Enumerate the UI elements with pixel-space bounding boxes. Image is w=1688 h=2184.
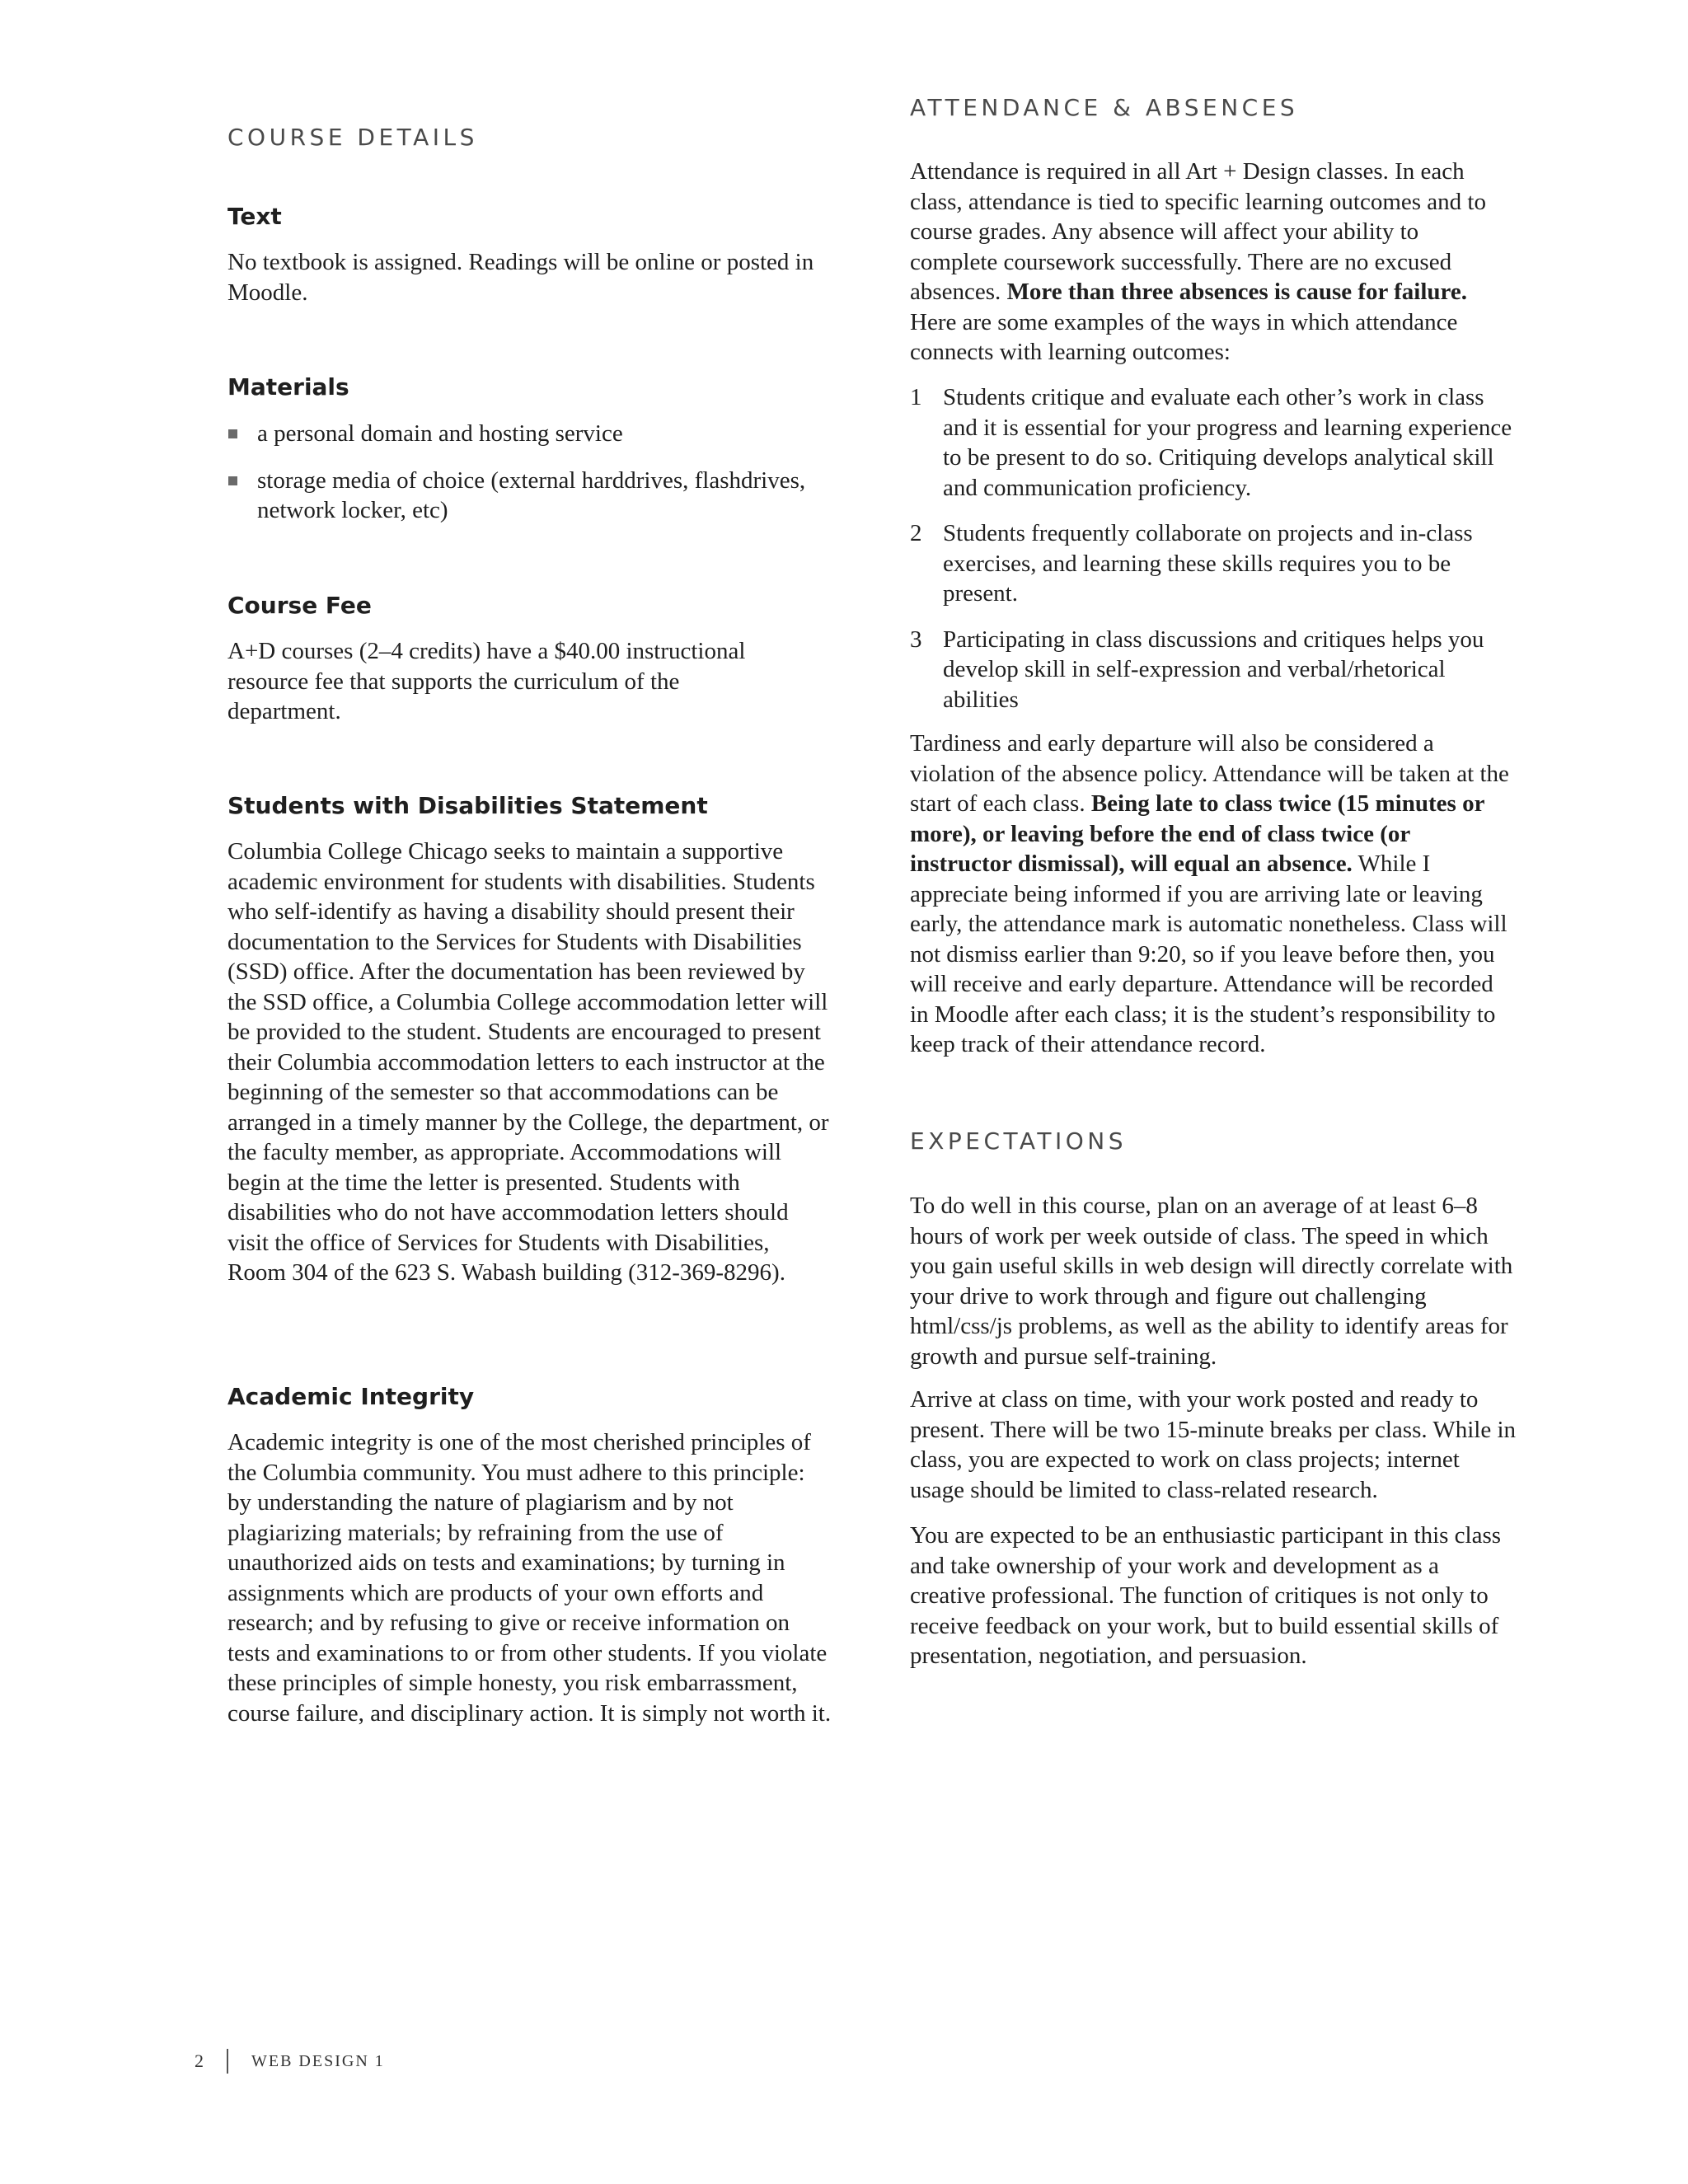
tardiness-bold: Being late to class twice (15 minutes or more), or leaving before the end of class twice (or instructor dismissal), will equal an absence. bbox=[910, 790, 1484, 877]
materials-heading bbox=[227, 373, 349, 402]
attendance-intro-bold: More than three absences is cause for failure. bbox=[1006, 279, 1468, 305]
list-item bbox=[910, 625, 1516, 715]
page-footer bbox=[195, 2047, 385, 2075]
square-bullet-icon bbox=[228, 429, 237, 438]
disabilities-heading-label: Students with Disabilities Statement bbox=[227, 792, 708, 819]
text-heading-label: Text bbox=[227, 203, 282, 230]
list-item bbox=[910, 382, 1516, 503]
footer-divider bbox=[227, 2049, 228, 2074]
list-number: 1 bbox=[910, 384, 922, 410]
text-body: No textbook is assigned. Readings will be online or posted in Moodle. bbox=[227, 249, 814, 306]
course-fee-body: A+D courses (2–4 credits) have a $40.00 instructional resource fee that supports the curriculum of the department. bbox=[227, 638, 746, 724]
attendance-outcomes-list bbox=[910, 382, 1516, 730]
attendance-title: ATTENDANCE & ABSENCES bbox=[910, 94, 1299, 121]
tardiness-paragraph bbox=[910, 729, 1516, 1060]
academic-integrity-heading-label: Academic Integrity bbox=[227, 1383, 475, 1410]
materials-item-text: a personal domain and hosting service bbox=[257, 420, 623, 447]
course-fee-heading-label: Course Fee bbox=[227, 592, 372, 619]
expectations-title: EXPECTATIONS bbox=[910, 1127, 1128, 1155]
academic-integrity-heading bbox=[227, 1382, 474, 1412]
tardiness-text: Tardiness and early departure will also be considered a violation of the absence policy. Attendance will be taken at the start of each class. bbox=[910, 730, 1509, 817]
list-item-text: Participating in class discussions and critiques helps you develop skill in self-expression and verbal/rhetorical abilities bbox=[943, 626, 1484, 713]
page-number: 2 bbox=[195, 2050, 204, 2071]
disabilities-body: Columbia College Chicago seeks to maintain a supportive academic environment for students with disabilities. Students who self-identify as having a disability should present their documentation to the Services for Students with Disabilities (SSD) office. After the documentation has been reviewed by the SSD office, a Columbia College accommodation letter will be provided to the student. Students are encouraged to present their Columbia accommodation letters to each instructor at the beginning of the semester so that accommodations can be arranged in a timely manner by the College, the department, or the faculty member, as appropriate. Accommodations will begin at the time the letter is presented. Students with disabilities who do not have accommodation letters should visit the office of Services for Students with Disabilities, Room 304 of the 623 S. Wabash building (312-369-8296). bbox=[227, 838, 829, 1286]
square-bullet-icon bbox=[228, 476, 237, 485]
list-number: 2 bbox=[910, 520, 922, 546]
materials-item-text: storage media of choice (external harddrives, flashdrives, network locker, etc) bbox=[257, 466, 806, 523]
materials-list bbox=[227, 419, 837, 542]
course-fee-heading bbox=[227, 591, 372, 621]
expectations-paragraph-1: To do well in this course, plan on an average of at least 6–8 hours of work per week outside of class. The speed in which you gain useful skills in web design will directly correlate with your drive to work through and figure out challenging html/css/js problems, as well as the ability to identify areas for growth and pursue self-training. bbox=[910, 1193, 1513, 1370]
disabilities-heading bbox=[227, 791, 708, 821]
attendance-intro-text-2: Here are some examples of the ways in which attendance connects with learning outcomes: bbox=[910, 308, 1458, 365]
list-item-text: Students critique and evaluate each other’s work in class and it is essential for your progress and learning experience to be present to do so. Critiquing develops analytical skill and communication proficiency. bbox=[943, 384, 1512, 501]
academic-integrity-body: Academic integrity is one of the most cherished principles of the Columbia community. You must adhere to this principle: by understanding the nature of plagiarism and by not plagiarizing materials; by refraining from the use of unauthorized aids on tests and examinations; by turning in assignments which are products of your own efforts and research; and by refusing to give or receive information on tests and examinations to or from other students. If you violate these principles of simple honesty, you risk embarrassment, course failure, and disciplinary action. It is simply not worth it. bbox=[227, 1429, 832, 1727]
text-heading bbox=[227, 202, 282, 232]
list-item bbox=[227, 466, 837, 526]
course-details-title: COURSE DETAILS bbox=[227, 124, 478, 151]
attendance-intro-text: Attendance is required in all Art + Design classes. In each class, attendance is tied to specific learning outcomes and to course grades. Any absence will affect your ability to complete coursework successfully. There are no excused absences. bbox=[910, 158, 1486, 305]
expectations-paragraph-2: Arrive at class on time, with your work posted and ready to present. There will be two 15-minute breaks per class. While in class, you are expected to work on class projects; internet usage should be limited to class-related research. bbox=[910, 1386, 1516, 1503]
list-item bbox=[910, 518, 1516, 609]
expectations-paragraph-3: You are expected to be an enthusiastic participant in this class and take ownership of your work and development as a creative professional. The function of critiques is not only to receive feedback on your work, but to build essential skills of presentation, negotiation, and persuasion. bbox=[910, 1522, 1502, 1669]
materials-heading-label: Materials bbox=[227, 373, 349, 401]
list-item-text: Students frequently collaborate on projects and in-class exercises, and learning these skills requires you to be present. bbox=[943, 520, 1473, 607]
list-number: 3 bbox=[910, 626, 922, 653]
tardiness-text-2: While I appreciate being informed if you are arriving late or leaving early, the attendance mark is automatic nonetheless. Class will not dismiss earlier than 9:20, so if you leave before then, you will receive and early departure. Attendance will be recorded in Moodle after each class; it is the student’s responsibility to keep track of their attendance record. bbox=[910, 851, 1507, 1057]
list-item bbox=[227, 419, 837, 449]
course-name: WEB DESIGN 1 bbox=[251, 2051, 385, 2070]
attendance-intro bbox=[910, 157, 1503, 368]
